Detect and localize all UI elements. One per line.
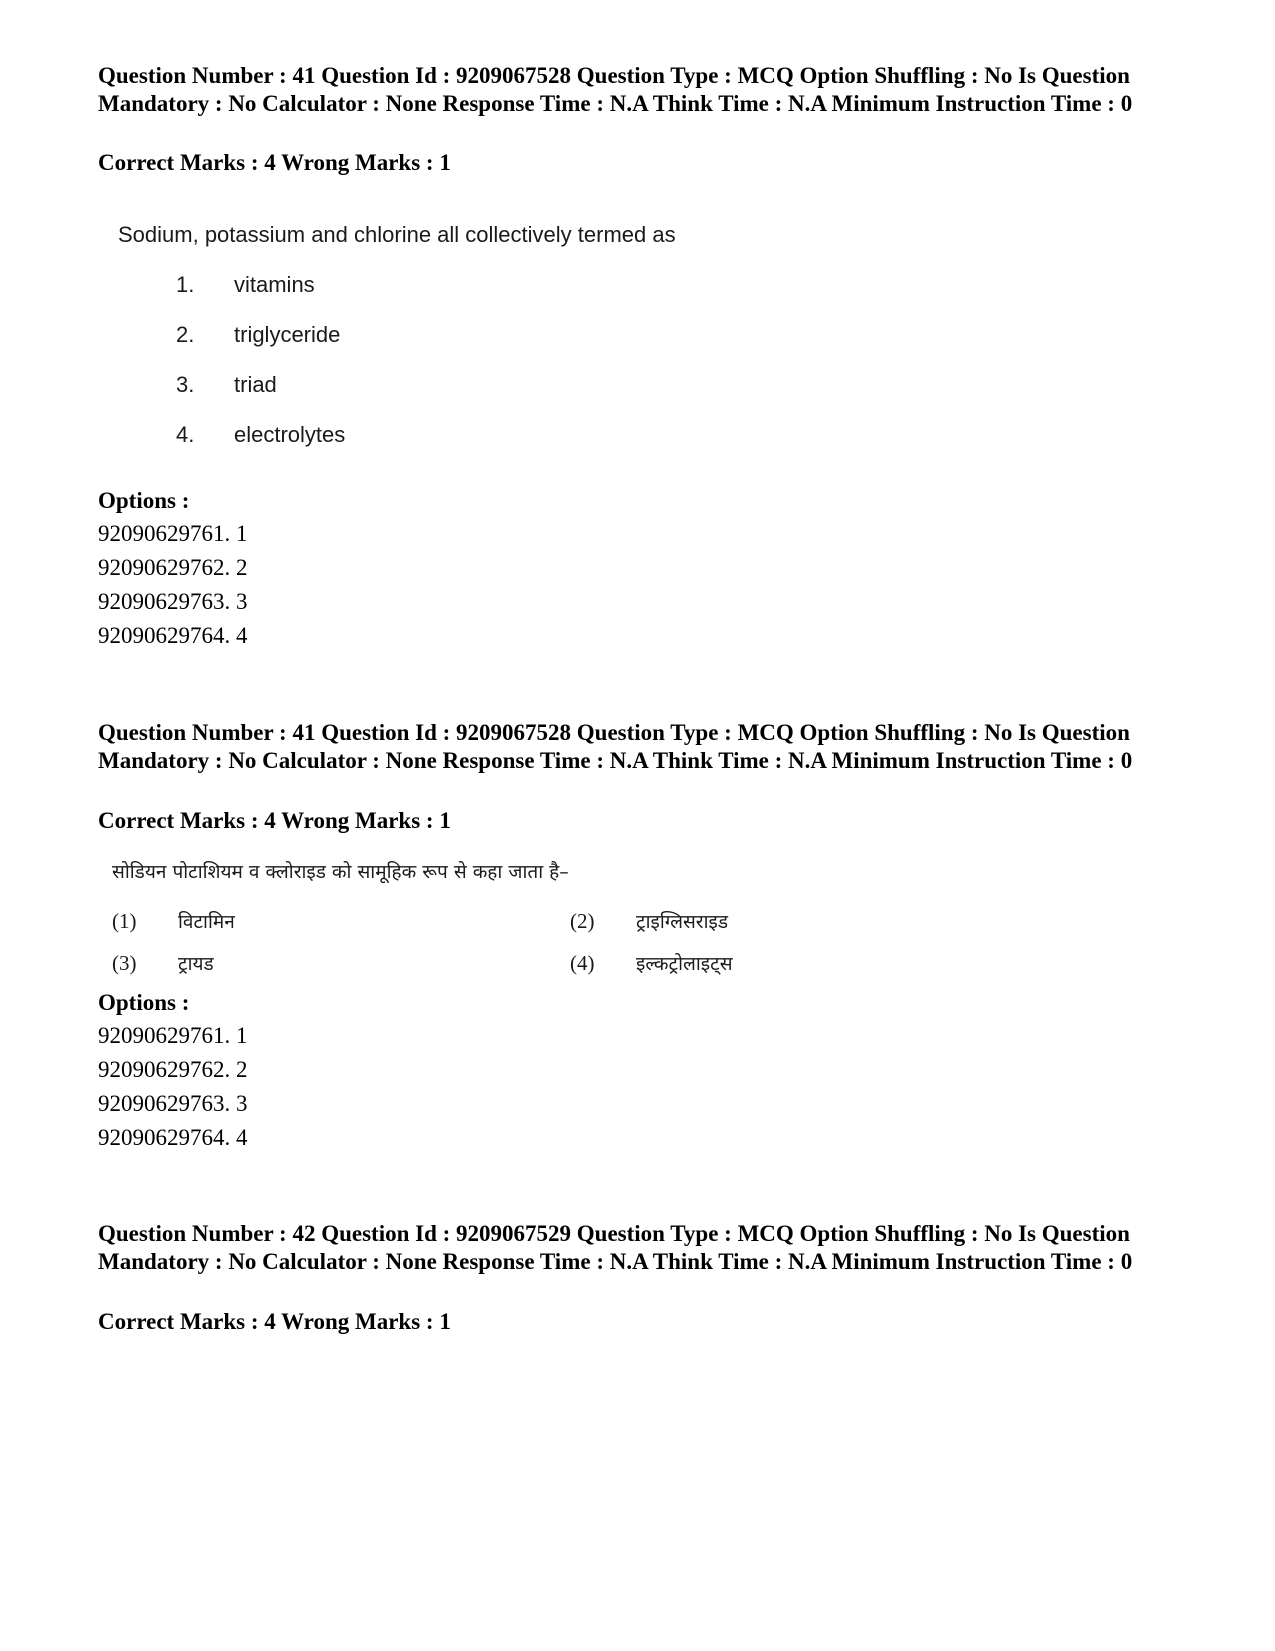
choice-number: (2) [570, 909, 595, 933]
question-meta: Question Number : 42 Question Id : 9209067529 Question Type : MCQ Option Shuffling : No Is Question Mandatory : No Calculator : None Response Time : N.A Think Time : N.A Minimum Instruction Time : 0 [98, 1221, 1133, 1274]
choice-text: ट्राइग्लिसराइड [636, 911, 728, 933]
option-line: 92090629762. 2 [98, 555, 248, 580]
choice-number: 3. [176, 372, 195, 397]
options-heading: Options : [98, 990, 190, 1015]
choice-text: triad [234, 372, 277, 397]
marks-line: Correct Marks : 4 Wrong Marks : 1 [98, 1309, 451, 1334]
marks-line: Correct Marks : 4 Wrong Marks : 1 [98, 808, 451, 833]
question-meta: Question Number : 41 Question Id : 9209067528 Question Type : MCQ Option Shuffling : No Is Question Mandatory : No Calculator : None Response Time : N.A Think Time : N.A Minimum Instruction Time : 0 [98, 720, 1133, 773]
option-line: 92090629764. 4 [98, 623, 248, 648]
options-heading: Options : [98, 488, 190, 513]
choice-text: इल्कट्रोलाइट्स [636, 953, 733, 975]
question-meta: Question Number : 41 Question Id : 9209067528 Question Type : MCQ Option Shuffling : No Is Question Mandatory : No Calculator : None Response Time : N.A Think Time : N.A Minimum Instruction Time : 0 [98, 63, 1133, 116]
choice-text: triglyceride [234, 322, 341, 347]
choice-item [176, 272, 315, 298]
choice-item [176, 372, 277, 398]
choice-number: 4. [176, 422, 195, 447]
choice-text: vitamins [234, 272, 315, 297]
option-line: 92090629762. 2 [98, 1057, 248, 1082]
choice-number: 1. [176, 272, 195, 297]
choice-item [176, 322, 340, 348]
choice-item [570, 908, 728, 934]
choice-number: (1) [112, 909, 137, 933]
choice-text: electrolytes [234, 422, 346, 447]
question-stem: सोडियन पोटाशियम व क्लोराइड को सामूहिक रूप से कहा जाता है– [112, 861, 569, 883]
choice-number: 2. [176, 322, 195, 347]
choice-text: विटामिन [178, 911, 235, 933]
choice-number: (4) [570, 951, 595, 975]
choice-item [570, 950, 733, 976]
choice-number: (3) [112, 951, 137, 975]
choice-item [112, 950, 214, 976]
option-line: 92090629761. 1 [98, 521, 248, 546]
option-line: 92090629763. 3 [98, 589, 248, 614]
choice-text: ट्रायड [178, 953, 214, 975]
option-line: 92090629761. 1 [98, 1023, 248, 1048]
question-stem: Sodium, potassium and chlorine all collectively termed as [118, 222, 676, 247]
marks-line: Correct Marks : 4 Wrong Marks : 1 [98, 150, 451, 175]
choice-item [112, 908, 235, 934]
option-line: 92090629764. 4 [98, 1125, 248, 1150]
option-line: 92090629763. 3 [98, 1091, 248, 1116]
choice-item [176, 422, 345, 448]
